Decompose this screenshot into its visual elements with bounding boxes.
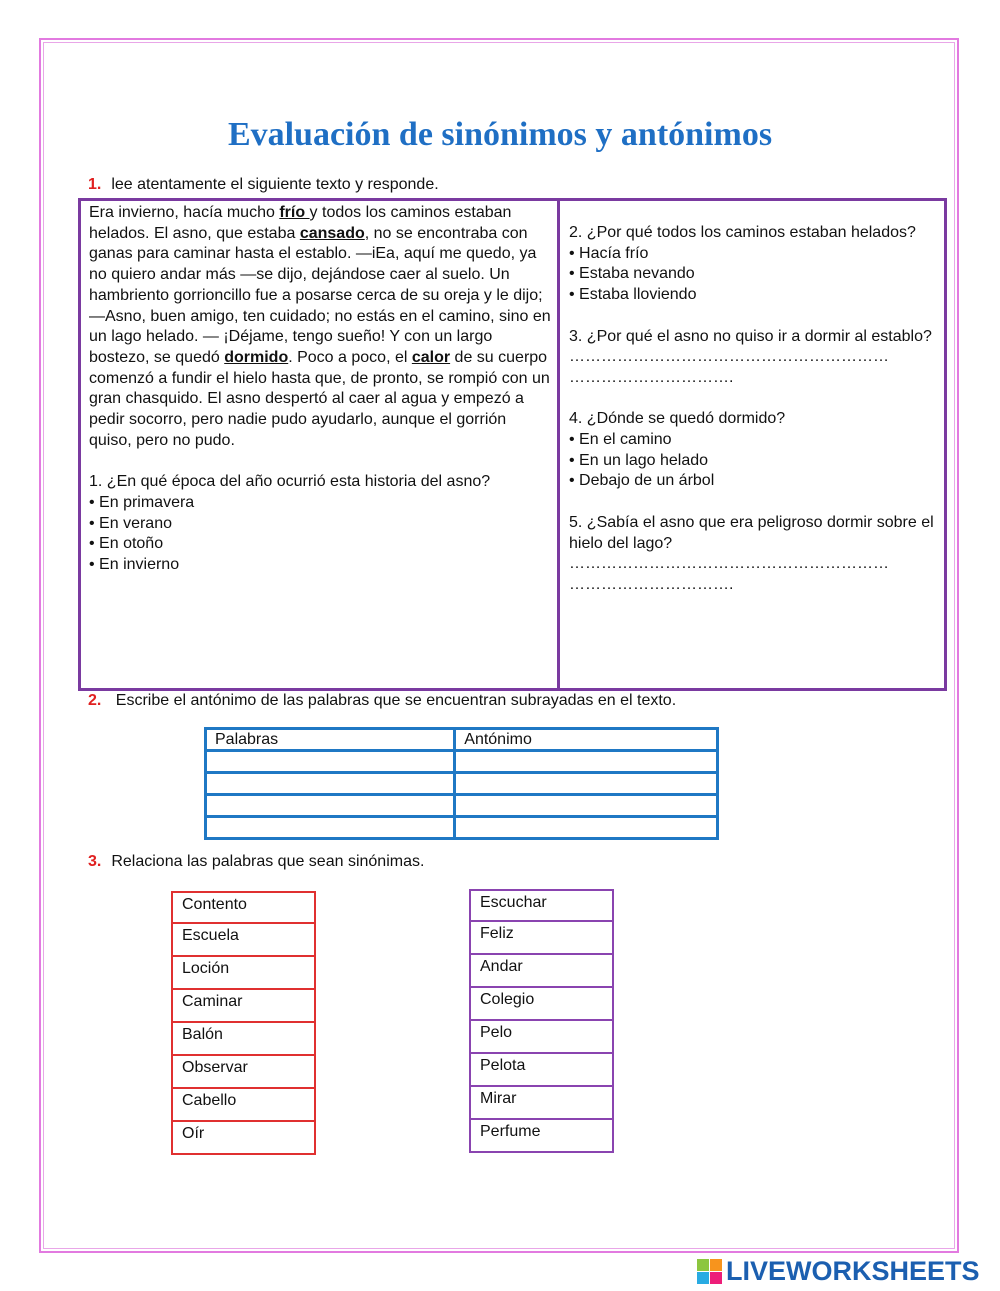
- list-item[interactable]: Loción: [171, 957, 316, 990]
- table-row: [206, 751, 718, 773]
- synonym-list-right: [469, 889, 614, 1153]
- logo-square: [710, 1259, 722, 1271]
- section3-instruction-row: [88, 853, 424, 871]
- story-part-4: . Poco a poco, el: [288, 348, 412, 366]
- list-item[interactable]: Feliz: [469, 922, 614, 955]
- list-item[interactable]: Oír: [171, 1122, 316, 1155]
- q2-option[interactable]: • Hacía frío: [569, 244, 649, 262]
- logo-square: [697, 1259, 709, 1271]
- answer-cell[interactable]: [455, 817, 718, 839]
- section3-instruction: Relaciona las palabras que sean sinónimas.: [111, 853, 425, 870]
- q5-answer-line[interactable]: ……………………………………………………: [569, 555, 889, 573]
- q5-answer-line[interactable]: ………………………….: [569, 575, 734, 593]
- section2-instruction: Escribe el antónimo de las palabras que se encuentran subrayadas en el texto.: [111, 692, 677, 709]
- logo-icon: [697, 1259, 722, 1284]
- synonym-list-left: [171, 891, 316, 1155]
- list-item[interactable]: Mirar: [469, 1087, 614, 1120]
- answer-cell[interactable]: [455, 795, 718, 817]
- underlined-word-calor: calor: [411, 348, 451, 366]
- answer-cell[interactable]: [455, 773, 718, 795]
- story-part-2: y todos los caminos estaban helados. El asno, que estaba: [89, 204, 512, 242]
- underlined-word-cansado: cansado: [299, 224, 365, 242]
- section1-instruction: lee atentamente el siguiente texto y responde.: [111, 176, 439, 193]
- q3-answer-line[interactable]: ……………………………………………………: [569, 348, 889, 366]
- list-item[interactable]: Balón: [171, 1023, 316, 1056]
- liveworksheets-logo: [697, 1255, 980, 1287]
- answer-cell[interactable]: [455, 751, 718, 773]
- list-item[interactable]: Observar: [171, 1056, 316, 1089]
- underlined-word-dormido: dormido: [224, 348, 289, 366]
- section1-number: 1.: [88, 176, 102, 193]
- list-item[interactable]: Andar: [469, 955, 614, 988]
- story-text: [89, 203, 551, 451]
- q3-answer-line[interactable]: ………………………….: [569, 368, 734, 386]
- story-part-5: de su cuerpo comenzó a fundir el hielo hasta que, de pronto, se rompió con un gran chasquido. El asno despertó al caer al agua y empezó a pedir socorro, pero nadie pudo ayudarlo, aunque el gorrión quiso, pero no pudo.: [89, 348, 550, 449]
- story-part-3: , no se encontraba con ganas para caminar hasta el establo. —iEa, aquí me quedo, ya no quiero andar más —se dijo, dejándose caer al suelo. Un hambriento gorrioncillo fue a posarse cerca de su oreja y le dijo; —Asno, buen amigo, ten cuidado; no estás en el camino, sino en un lago helado. — ¡Déjame, tengo sueño! Y con un largo bostezo, se quedó: [89, 224, 551, 366]
- question-3: 3. ¿Por qué el asno no quiso ir a dormir al establo?: [569, 327, 932, 345]
- q2-option[interactable]: • Estaba nevando: [569, 265, 695, 283]
- list-item[interactable]: Pelo: [469, 1021, 614, 1054]
- question-1: 1. ¿En qué época del año ocurrió esta historia del asno?: [89, 473, 491, 491]
- question-4: 4. ¿Dónde se quedó dormido?: [569, 410, 786, 428]
- answer-cell[interactable]: [206, 751, 455, 773]
- section2-number: 2.: [88, 692, 102, 709]
- list-item[interactable]: Cabello: [171, 1089, 316, 1122]
- section1-instruction-row: [88, 176, 439, 194]
- section2-instruction-row: [88, 692, 676, 710]
- table-row: [206, 817, 718, 839]
- antonym-table: [204, 727, 719, 840]
- q4-option[interactable]: • En el camino: [569, 431, 672, 448]
- logo-square: [697, 1272, 709, 1284]
- table-row: [206, 773, 718, 795]
- story-part-1: Era invierno, hacía mucho: [89, 204, 280, 221]
- q1-option[interactable]: • En primavera: [89, 493, 195, 511]
- question-2: 2. ¿Por qué todos los caminos estaban helados?: [569, 224, 916, 241]
- page-title: Evaluación de sinónimos y antónimos: [227, 116, 773, 153]
- answer-cell[interactable]: [206, 773, 455, 795]
- list-item[interactable]: Escuela: [171, 924, 316, 957]
- table-header-row: [206, 729, 718, 751]
- list-item[interactable]: Caminar: [171, 990, 316, 1023]
- reading-column: [89, 203, 551, 576]
- answer-cell[interactable]: [206, 795, 455, 817]
- box-divider: [557, 201, 560, 688]
- logo-square: [710, 1272, 722, 1284]
- answer-cell[interactable]: [206, 817, 455, 839]
- table-row: [206, 795, 718, 817]
- header-antonimo: Antónimo: [455, 729, 718, 751]
- header-palabras: Palabras: [206, 729, 455, 751]
- list-item[interactable]: Escuchar: [469, 889, 614, 922]
- underlined-word-frio: frío: [279, 204, 310, 221]
- question-5: 5. ¿Sabía el asno que era peligroso dormir sobre el hielo del lago?: [569, 513, 934, 552]
- questions-column: [569, 223, 941, 596]
- logo-text: LIVEWORKSHEETS: [726, 1255, 980, 1286]
- reading-box: [78, 198, 947, 691]
- q4-option[interactable]: • Debajo de un árbol: [569, 472, 715, 490]
- list-item[interactable]: Colegio: [469, 988, 614, 1021]
- list-item[interactable]: Contento: [171, 891, 316, 924]
- q1-option[interactable]: • En verano: [89, 514, 172, 532]
- q1-option[interactable]: • En otoño: [89, 535, 164, 553]
- list-item[interactable]: Perfume: [469, 1120, 614, 1153]
- section3-number: 3.: [88, 853, 102, 870]
- q1-option[interactable]: • En invierno: [89, 555, 180, 573]
- q2-option[interactable]: • Estaba lloviendo: [569, 286, 697, 304]
- list-item[interactable]: Pelota: [469, 1054, 614, 1087]
- q4-option[interactable]: • En un lago helado: [569, 451, 709, 469]
